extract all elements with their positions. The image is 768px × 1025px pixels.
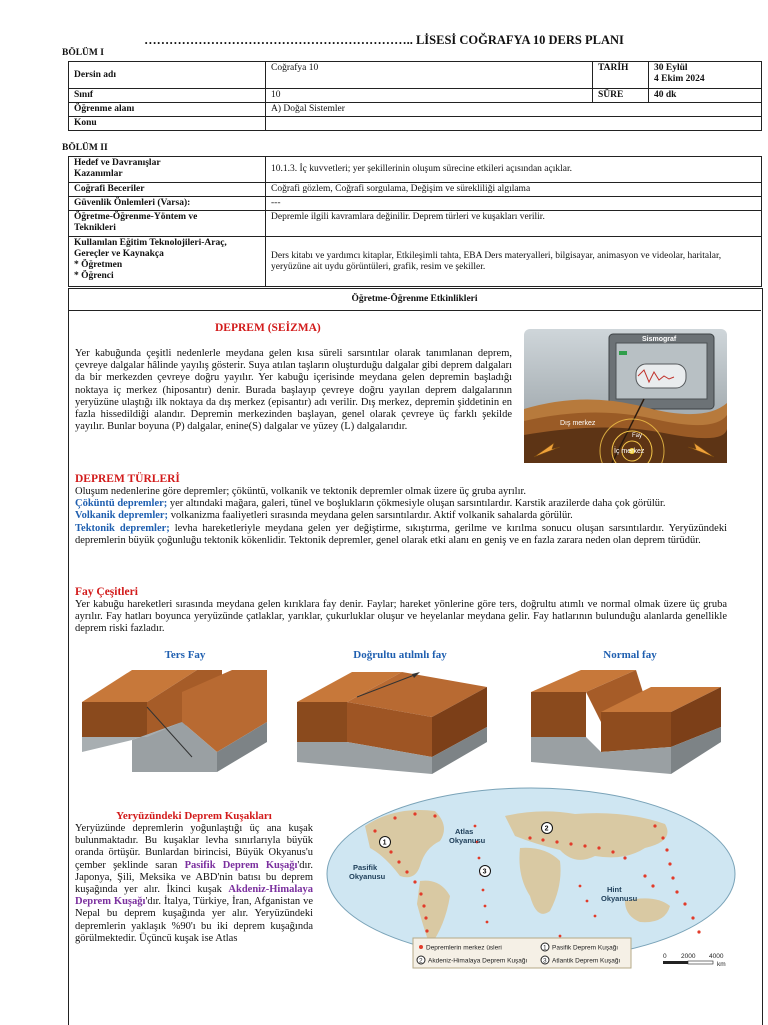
tools-label-2: Gereçler ve Kaynakça (74, 249, 164, 259)
map-marker-1: 1 (382, 839, 387, 847)
normal-fault-diagram (526, 662, 726, 777)
goal-label (69, 157, 266, 183)
date-label: TARİH (593, 62, 649, 89)
course-label: Dersin adı (69, 62, 266, 89)
section-1-table (68, 61, 762, 131)
tools-label-4: * Öğrenci (74, 271, 114, 281)
map-hint-okyanusu: Okyanusu (601, 894, 638, 903)
map-scale-4000: 4000 (709, 953, 724, 960)
belts-text (75, 823, 313, 945)
method-value: Depremle ilgili kavramlara değinilir. Deprem türleri ve kuşakları verilir. (266, 211, 762, 237)
belts-text-1: Yeryüzünde depremlerin yoğunlaştığı üç ana kuşak bulunmaktadır. Bu kuşaklar levha sınırlarıyla büyük oranda örtüşür. Bunlardan birincisi, Büyük Okyanus'u çember şeklinde saran (75, 823, 313, 871)
cokuntu-paragraph (75, 498, 727, 510)
map-legend-2-num: 2 (419, 957, 423, 965)
map-marker-3: 3 (482, 868, 487, 876)
belts-pasifik: Pasifik Deprem Kuşağı (184, 859, 298, 871)
duration-value: 40 dk (649, 89, 762, 103)
types-title: DEPREM TÜRLERİ (75, 473, 180, 485)
fault-label-normal: Normal fay (603, 649, 657, 661)
map-pasifik-label: Pasifik (353, 863, 378, 872)
safety-label: Güvenlik Önlemleri (Varsa): (69, 197, 266, 211)
belts-akdeniz: Akdeniz-Himalaya Deprem Kuşağı (75, 884, 313, 908)
goal-label-1: Hedef ve Davranışlar (74, 158, 161, 168)
map-scale-unit: km (717, 961, 726, 968)
date-value-2: 4 Ekim 2024 (654, 74, 705, 84)
fault-label-ters: Ters Fay (164, 649, 206, 661)
activities-heading: Öğretme-Öğrenme Etkinlikleri (68, 288, 761, 311)
topic-value (266, 117, 762, 131)
map-pasifik-okyanusu: Okyanusu (349, 872, 386, 881)
map-atlas-label: Atlas (455, 827, 474, 836)
method-label-2: Teknikleri (74, 223, 116, 233)
skills-value: Coğrafi gözlem, Coğrafi sorgulama, Değişim ve sürekliliği algılama (266, 183, 762, 197)
map-marker-2: 2 (544, 825, 549, 833)
goal-label-2: Kazanımlar (74, 169, 123, 179)
fault-label-dogrultu: Doğrultu atılmlı fay (353, 649, 447, 661)
tools-label-1: Kullanılan Eğitim Teknolojileri-Araç, (74, 238, 227, 248)
fay-small-label: Fay (632, 433, 643, 439)
tools-value: Ders kitabı ve yardımcı kitaplar, Etkileşimli tahta, EBA Ders materyalleri, bilgisayar, animasyon ve videolar, haritalar, yeryüzüne ait uydu görüntüleri, grafik, resim ve şekiller. (266, 237, 762, 287)
map-atlas-okyanusu: Okyanusu (449, 836, 486, 845)
belts-title: Yeryüzündeki Deprem Kuşakları (116, 810, 272, 822)
area-value: A) Doğal Sistemler (266, 103, 762, 117)
safety-value: --- (266, 197, 762, 211)
map-scale-0: 0 (663, 953, 667, 960)
seismograph-illustration (524, 329, 727, 463)
tektonik-text: levha hareketleriyle meydana gelen yer değiştirme, sıkıştırma, gerilme ve kırılma sonucu oluşan sarsıntılardır. Yeryüzündeki depremlerin büyük çoğunluğu tektonik kökenlidir. Tektonik depremler, genel olarak etki alanı en geniş ve en fazla zarara neden olan deprem türüdür. (75, 522, 727, 546)
belts-text-3: 'dır. İtalya, Türkiye, İran, Afganistan ve Nepal bu deprem kuşağında yer alır. Yeryüzündeki depremlerin yaklaşık %90'ı bu iki deprem kuşağında görülmektedir. Üçüncü kuşak ise Atlas (75, 896, 313, 944)
topic-label: Konu (69, 117, 266, 131)
method-label (69, 211, 266, 237)
map-legend-dots: Depremlerin merkez üsleri (426, 944, 502, 952)
skills-label: Coğrafi Beceriler (69, 183, 266, 197)
ic-merkez-label: İç merkez (614, 448, 645, 455)
map-legend-3-num: 3 (543, 957, 547, 965)
deprem-text: Yer kabuğunda çeşitli nedenlerle meydana gelen kısa süreli sarsıntılar olarak tanımlanan deprem, çevreye dalgalar hâlinde yayılış gösterir. Suya atılan taşların oluşturduğu dalgalar gibi deprem dalgaları da bir merkezden çevreye doğru yayılır. Yer kabuğu içerisinde meydana gelen depremin başladığı noktaya iç merkez (hiposantır) denir. Burada başlayıp çevreye doğru yayılan deprem dalgalarının yeryüzüne ulaştığı ilk noktaya da dış merkez (episantır) adı verilir. Dış merkez, depremin şiddetinin en fazla hissedildiği alandır. Depremin merkezinden başlayan, genel olarak çevreye üç farklı şekilde yayılır. Bunlar boyuna (P) dalgalar, enine(S) dalgalar ve yüzey (L) dalgalarıdır. (75, 348, 512, 433)
class-label: Sınıf (69, 89, 266, 103)
deprem-title: DEPREM (SEİZMA) (215, 322, 321, 334)
map-legend-1-num: 1 (543, 944, 547, 952)
volkanik-text: volkanizma faaliyetleri sırasında meydana gelen sarsıntılardır. Aktif volkanik sahalarda görülür. (168, 510, 573, 522)
strike-slip-fault-diagram (292, 662, 492, 777)
section-2-label: BÖLÜM II (62, 143, 108, 153)
area-label: Öğrenme alanı (69, 103, 266, 117)
map-legend-3: Atlantik Deprem Kuşağı (552, 957, 621, 965)
tektonik-paragraph (75, 523, 727, 547)
date-value-1: 30 Eylül (654, 63, 688, 73)
goal-value: 10.1.3. İç kuvvetleri; yer şekillerinin oluşum sürecine etkileri açısından açıklar. (266, 157, 762, 183)
seismograph-label: Sismograf (642, 336, 677, 343)
map-scale-2000: 2000 (681, 953, 696, 960)
date-value (649, 62, 762, 89)
volkanik-paragraph (75, 510, 727, 522)
method-label-1: Öğretme-Öğrenme-Yöntem ve (74, 212, 198, 222)
map-legend-2: Akdeniz-Himalaya Deprem Kuşağı (428, 957, 528, 965)
duration-label: SÜRE (593, 89, 649, 103)
earthquake-belts-map (325, 786, 737, 970)
class-value: 10 (266, 89, 593, 103)
types-intro: Oluşum nedenlerine göre depremler; çöküntü, volkanik ve tektonik depremler olmak üzere üç gruba ayrılır. (75, 486, 527, 497)
belts-text-2: 'dır. Japonya, Şili, Meksika ve ABD'nin batısı bu deprem kuşağında yer alır. İkinci kuşak (75, 859, 313, 896)
tools-label-3: * Öğretmen (74, 260, 123, 270)
types-text (75, 486, 727, 547)
volkanik-term: Volkanik depremler; (75, 510, 169, 522)
cokuntu-text: yer altındaki mağara, galeri, tünel ve boşlukların çökmesiyle oluşan sarsıntılardır. Karstik arazilerde daha çok görülür. (167, 498, 666, 510)
cokuntu-term: Çöküntü depremler; (75, 498, 168, 510)
map-legend-1: Pasifik Deprem Kuşağı (552, 944, 619, 952)
tools-label (69, 237, 266, 287)
section-2-table (68, 156, 762, 287)
map-hint-label: Hint (607, 885, 622, 894)
section-1-label: BÖLÜM I (62, 48, 104, 58)
page-title: ……………………………………………………….. LİSESİ COĞRAFYA 10 DERS PLANI (144, 33, 624, 47)
dis-merkez-label: Dış merkez (560, 420, 596, 427)
reverse-fault-diagram (72, 662, 272, 777)
tektonik-term: Tektonik depremler; (75, 522, 170, 534)
course-value: Coğrafya 10 (266, 62, 593, 89)
fay-text: Yer kabuğu hareketleri sırasında meydana gelen kırıklara fay denir. Faylar; hareket yönlerine göre ters, doğrultu atımlı ve normal olmak üzere üç gruba ayrılır. Fay hatları boyunca yeryüzünde çatlaklar, yarıklar, çukurluklar oluşur ve heyelanlar meydana gelir. Fay hatlarının bulunduğu alanlarda genellikle deprem riski fazladır. (75, 599, 727, 635)
map-scale (663, 953, 726, 968)
fay-title: Fay Çeşitleri (75, 586, 138, 598)
